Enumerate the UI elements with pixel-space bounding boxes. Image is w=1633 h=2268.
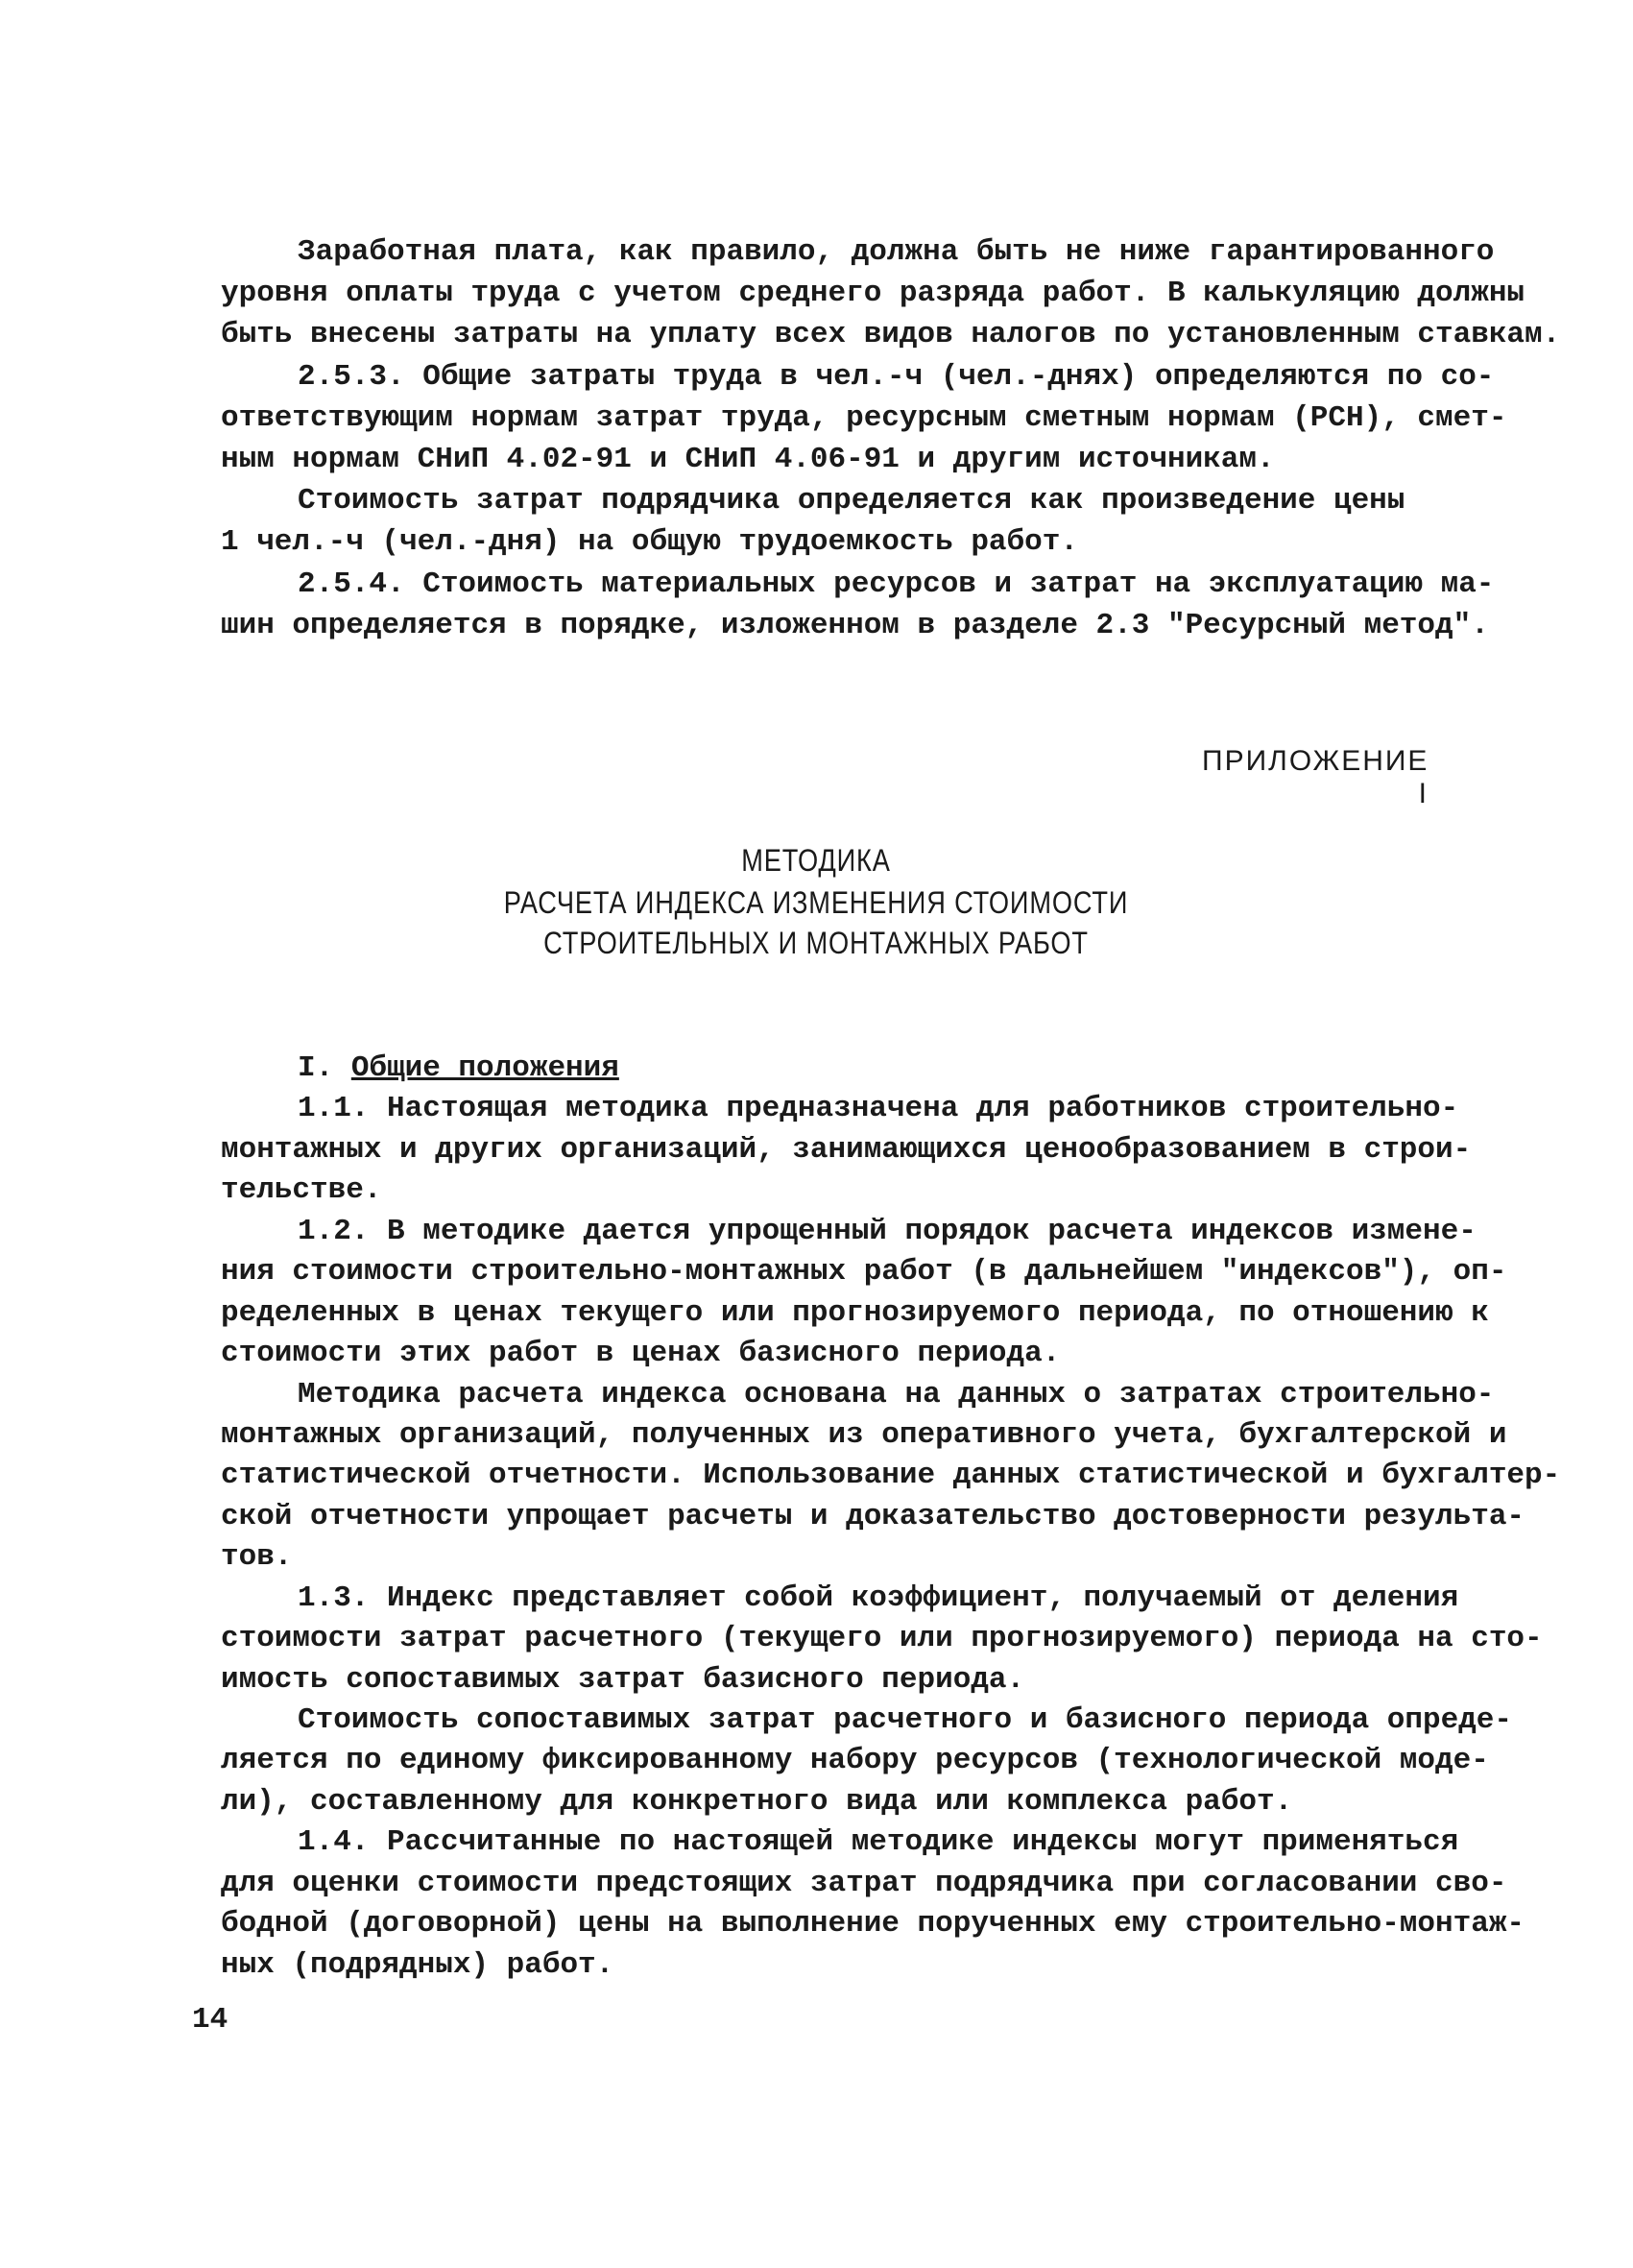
document-title-line-1: МЕТОДИКА (741, 843, 891, 878)
text-line: ределенных в ценах текущего или прогнозируемого периода, по отношению к (221, 1295, 1489, 1330)
section-number: I. (298, 1051, 351, 1085)
text-line: Стоимость сопоставимых затрат расчетного и базисного периода опреде- (298, 1703, 1513, 1737)
text-line: статистической отчетности. Использование данных статистической и бухгалтер- (221, 1459, 1561, 1493)
text-line: монтажных организаций, полученных из оперативного учета, бухгалтерской и (221, 1417, 1507, 1452)
text-line: быть внесены затраты на уплату всех видов налогов по установленным ставкам. (221, 318, 1561, 352)
text-line: 1.4. Рассчитанные по настоящей методике индексы могут применяться (298, 1825, 1459, 1860)
text-line: Стоимость затрат подрядчика определяется как произведение цены (298, 484, 1405, 519)
text-line: 2.5.3. Общие затраты труда в чел.-ч (чел.-днях) определяются по со- (298, 359, 1495, 394)
text-line: 2.5.4. Стоимость материальных ресурсов и затрат на эксплуатацию ма- (298, 567, 1495, 601)
text-line: Заработная плата, как правило, должна быть не ниже гарантированного (298, 235, 1495, 269)
text-line: бодной (договорной) цены на выполнение порученных ему строительно-монтаж- (221, 1907, 1525, 1942)
text-line: монтажных и других организаций, занимающихся ценообразованием в строи- (221, 1132, 1472, 1167)
text-line: 1.2. В методике дается упрощенный порядок расчета индексов измене- (298, 1214, 1477, 1248)
body-section (221, 1049, 1561, 1986)
section-title: Общие положения (350, 1051, 619, 1085)
text-line: имость сопоставимых затрат базисного периода. (221, 1662, 1025, 1697)
appendix-label: ПРИЛОЖЕНИЕ I (1202, 745, 1429, 809)
text-line: стоимости затрат расчетного (текущего или прогнозируемого) периода на сто- (221, 1622, 1543, 1656)
top-section (221, 231, 1561, 646)
text-line: ным нормам СНиП 4.02-91 и СНиП 4.06-91 и другим источникам. (221, 442, 1275, 476)
text-line: ных (подрядных) работ. (221, 1947, 614, 1982)
document-title-line-3: СТРОИТЕЛЬНЫХ И МОНТАЖНЫХ РАБОТ (543, 926, 1089, 960)
text-line: ли), составленному для конкретного вида или комплекса работ. (221, 1784, 1293, 1819)
page-number: 14 (192, 2003, 228, 2037)
text-line: ляется по единому фиксированному набору ресурсов (технологической моде- (221, 1744, 1489, 1778)
text-line: 1.3. Индекс представляет собой коэффициент, получаемый от деления (298, 1580, 1459, 1615)
text-line: для оценки стоимости предстоящих затрат подрядчика при согласовании сво- (221, 1866, 1507, 1900)
section-heading (221, 1049, 1432, 1089)
text-line: ской отчетности упрощает расчеты и доказательство достоверности результа- (221, 1499, 1525, 1533)
document-title-line-2: РАСЧЕТА ИНДЕКСА ИЗМЕНЕНИЯ СТОИМОСТИ (503, 885, 1129, 920)
text-line: 1.1. Настоящая методика предназначена для работников строительно- (298, 1092, 1459, 1126)
text-line: тельстве. (221, 1173, 382, 1208)
text-line: ответствующим нормам затрат труда, ресурсным сметным нормам (РСН), смет- (221, 400, 1507, 435)
text-line: шин определяется в порядке, изложенном в разделе 2.3 "Ресурсный метод". (221, 608, 1489, 642)
text-line: ния стоимости строительно-монтажных работ (в дальнейшем "индексов"), оп- (221, 1255, 1507, 1290)
text-line: тов. (221, 1540, 293, 1575)
text-line: стоимости этих работ в ценах базисного периода. (221, 1337, 1061, 1371)
text-line: Методика расчета индекса основана на данных о затратах строительно- (298, 1377, 1495, 1411)
text-line: 1 чел.-ч (чел.-дня) на общую трудоемкость работ. (221, 525, 1078, 560)
text-line: уровня оплаты труда с учетом среднего разряда работ. В калькуляцию должны (221, 277, 1525, 311)
